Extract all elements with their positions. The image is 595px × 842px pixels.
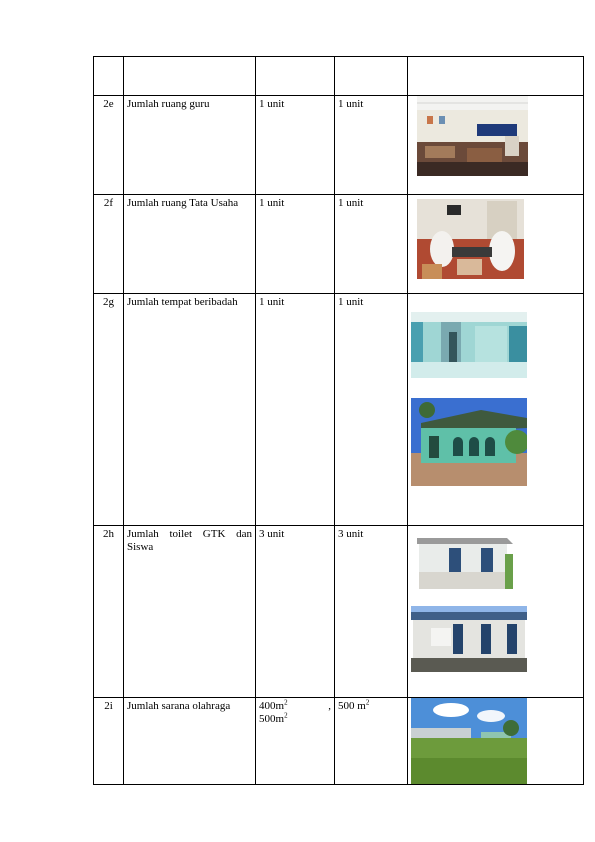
- facility-value-a: 1 unit: [256, 96, 335, 195]
- table-row: [94, 294, 584, 526]
- toilet-building-photo: [417, 534, 513, 589]
- header-cell-col3: [256, 57, 335, 96]
- photo-cell: [408, 698, 584, 785]
- facility-value-b: 500 $m^2$: [335, 698, 408, 785]
- row-number: 2g: [94, 294, 124, 526]
- facility-name: Jumlah ruang guru: [124, 96, 256, 195]
- header-cell-photo: [408, 57, 584, 96]
- facility-value-b: 1 unit: [335, 195, 408, 294]
- table-header-row: [94, 57, 584, 96]
- facility-name: Jumlah sarana olahraga: [124, 698, 256, 785]
- area-value-1: 400m: [259, 700, 285, 712]
- header-cell-no: [94, 57, 124, 96]
- facility-name: Jumlah ruang Tata Usaha: [124, 195, 256, 294]
- header-cell-col4: [335, 57, 408, 96]
- facility-value-a: 1 unit: [256, 294, 335, 526]
- teachers-room-photo: [417, 96, 528, 176]
- row-number: 2i: [94, 698, 124, 785]
- photo-cell: [408, 195, 584, 294]
- facility-value-a: $400m^2$ , $500m^2$: [256, 698, 335, 785]
- table-row: [94, 698, 584, 785]
- row-number: 2f: [94, 195, 124, 294]
- area-value-2: 500m: [259, 713, 285, 725]
- facility-value-a: 1 unit: [256, 195, 335, 294]
- facility-value-b: 1 unit: [335, 96, 408, 195]
- sports-field-photo: [411, 698, 527, 784]
- toilet-block-photo: [411, 606, 527, 672]
- facilities-table: [93, 56, 584, 785]
- photo-cell: [408, 526, 584, 698]
- administration-room-photo: [417, 199, 524, 279]
- row-number: 2h: [94, 526, 124, 698]
- table-row: [94, 526, 584, 698]
- row-number: 2e: [94, 96, 124, 195]
- header-cell-item: [124, 57, 256, 96]
- facility-value-a: 3 unit: [256, 526, 335, 698]
- prayer-room-interior-photo: [411, 312, 527, 378]
- table-row: [94, 195, 584, 294]
- prayer-building-exterior-photo: [411, 398, 527, 486]
- photo-cell: [408, 294, 584, 526]
- photo-cell: [408, 96, 584, 195]
- facility-name: Jumlah toilet GTK dan Siswa: [124, 526, 256, 698]
- table-row: [94, 96, 584, 195]
- facility-value-b: 1 unit: [335, 294, 408, 526]
- separator: ,: [328, 700, 331, 712]
- facility-value-b: 3 unit: [335, 526, 408, 698]
- facility-name: Jumlah tempat beribadah: [124, 294, 256, 526]
